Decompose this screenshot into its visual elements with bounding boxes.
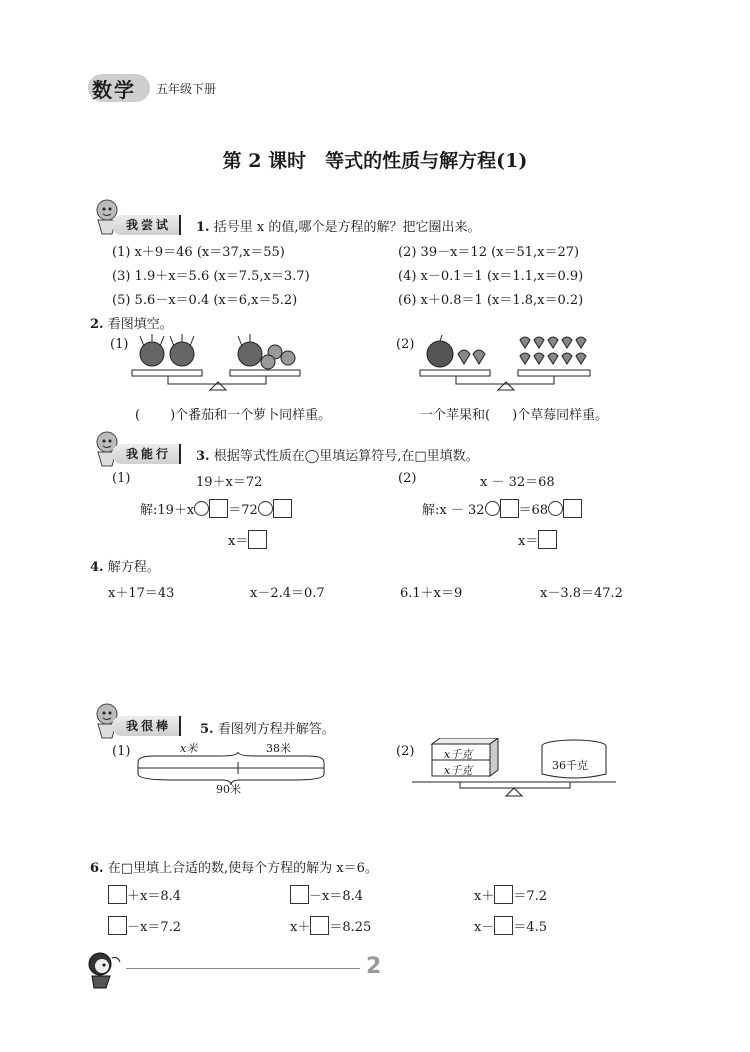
q5-box-2: x千克: [444, 764, 473, 777]
q6-number: 6.: [90, 861, 104, 876]
q4-number: 4.: [90, 560, 104, 575]
q5-prompt: [200, 718, 335, 737]
q3-sol-2: [422, 499, 582, 518]
q2-a2-pre: 一个苹果和(: [420, 408, 491, 423]
q5-total: 90米: [216, 783, 241, 796]
q1-prompt: [196, 216, 480, 235]
q6-box-5[interactable]: [310, 916, 329, 935]
q3-ans-box-1[interactable]: [248, 530, 267, 549]
q2-a1-rest: )个番茄和一个萝卜同样重。: [170, 408, 332, 423]
q2-text: 看图填空。: [107, 317, 173, 332]
q2-label-2: (2): [396, 337, 415, 352]
q3-box-1a[interactable]: [209, 499, 228, 518]
q6-box-2[interactable]: [290, 885, 309, 904]
q3-label-2: (2): [398, 471, 417, 486]
q3-sol2-a: 解:x － 32: [422, 503, 485, 518]
q5-label-1: (1): [112, 744, 131, 759]
q6-r2b-text: ＝8.25: [329, 920, 372, 935]
q5-seg-2: 38米: [266, 742, 291, 755]
q4-eq-1: x＋17＝43: [108, 586, 175, 601]
q2-label-1: (1): [110, 337, 129, 352]
q5-box-1: x千克: [444, 748, 473, 761]
q3-number: 3.: [196, 449, 210, 464]
q6-r2b-pre: x＋: [290, 920, 311, 935]
section-badge-great: 我很棒: [112, 716, 181, 736]
q6-r1-b: [290, 885, 363, 904]
q1-item-5: (5) 5.6－x＝0.4 (x＝6,x＝5.2): [112, 293, 298, 308]
header-subject: 数学: [92, 78, 136, 102]
q6-r2c-pre: x－: [474, 920, 495, 935]
q2-prompt: [90, 313, 173, 332]
q6-r2-c: [474, 916, 547, 935]
q3-circle-2b[interactable]: [548, 501, 563, 516]
q3-ans1-label: x＝: [228, 534, 249, 549]
q6-r2-b: [290, 916, 371, 935]
q6-r2-a: [108, 916, 181, 935]
q5-number: 5.: [200, 722, 214, 737]
q2-answer-1: [135, 404, 331, 423]
q2-a1-open: (: [135, 408, 141, 423]
q5-drum: 36千克: [552, 759, 588, 772]
q3-sol-1: [140, 499, 292, 518]
page-title: 第 2 课时 等式的性质与解方程(1): [222, 150, 528, 172]
q3-eq-1: 19＋x＝72: [196, 475, 263, 490]
q2-answer-2: [420, 404, 608, 423]
section-badge-can: 我能行: [112, 444, 181, 464]
q6-r1c-text: ＝7.2: [513, 889, 548, 904]
q3-sol1-b: ＝72: [228, 503, 258, 518]
q1-item-3: (3) 1.9＋x＝5.6 (x＝7.5,x＝3.7): [112, 269, 310, 284]
q3-sol2-b: ＝68: [518, 503, 549, 518]
q3-circle-1b[interactable]: [258, 501, 273, 516]
q1-number: 1.: [196, 220, 210, 235]
q1-text: 括号里 x 的值,哪个是方程的解？把它圈出来。: [213, 220, 481, 235]
q6-box-1[interactable]: [108, 885, 127, 904]
q4-prompt: [90, 556, 160, 575]
q6-box-6[interactable]: [494, 916, 513, 935]
q4-eq-3: 6.1＋x＝9: [400, 586, 463, 601]
q1-item-2: (2) 39－x＝12 (x＝51,x＝27): [398, 245, 580, 260]
scale-box-drum-figure: [410, 738, 620, 798]
q1-item-1: (1) x＋9＝46 (x＝37,x＝55): [112, 245, 285, 260]
q3-ans-1: [228, 530, 267, 549]
q3-text: 根据等式性质在◯里填运算符号,在□里填数。: [213, 449, 479, 464]
q4-eq-2: x－2.4＝0.7: [250, 586, 325, 601]
q6-r2a-text: －x＝7.2: [127, 920, 182, 935]
q3-ans2-label: x＝: [518, 534, 539, 549]
q3-ans-2: [518, 530, 557, 549]
header-grade: 五年级下册: [156, 82, 217, 96]
q6-r1b-text: －x＝8.4: [309, 889, 364, 904]
q3-circle-1a[interactable]: [194, 501, 209, 516]
q1-item-4: (4) x－0.1＝1 (x＝1.1,x＝0.9): [398, 269, 584, 284]
q3-box-1b[interactable]: [273, 499, 292, 518]
q2-number: 2.: [90, 317, 104, 332]
q6-r1-c: [474, 885, 547, 904]
footer-rule: [126, 968, 360, 969]
q3-sol1-a: 解:19＋x: [140, 503, 195, 518]
q3-box-2b[interactable]: [563, 499, 582, 518]
q6-text: 在□里填上合适的数,使每个方程的解为 x＝6。: [107, 861, 378, 876]
q6-r1c-pre: x＋: [474, 889, 495, 904]
q3-prompt: [196, 445, 479, 464]
page-number: 2: [366, 954, 382, 979]
header: [88, 70, 238, 104]
q5-label-2: (2): [396, 744, 415, 759]
q3-circle-2a[interactable]: [485, 501, 500, 516]
q5-seg-1: x米: [180, 742, 198, 755]
footer-mascot-icon: [82, 950, 126, 990]
q5-text: 看图列方程并解答。: [217, 722, 335, 737]
q6-box-4[interactable]: [108, 916, 127, 935]
q6-r2c-text: ＝4.5: [513, 920, 548, 935]
q6-r1a-text: ＋x＝8.4: [127, 889, 182, 904]
q6-prompt: [90, 857, 378, 876]
q2-a2-rest: )个草莓同样重。: [512, 408, 609, 423]
q6-r1-a: [108, 885, 181, 904]
section-badge-try: 我尝试: [112, 215, 181, 235]
q4-text: 解方程。: [107, 560, 160, 575]
q4-eq-4: x－3.8＝47.2: [540, 586, 623, 601]
q3-label-1: (1): [112, 471, 131, 486]
q1-item-6: (6) x＋0.8＝1 (x＝1.8,x＝0.2): [398, 293, 584, 308]
q3-ans-box-2[interactable]: [538, 530, 557, 549]
q3-eq-2: x － 32＝68: [480, 475, 555, 490]
scale-apple-strawberry-figure: [418, 332, 618, 392]
q6-box-3[interactable]: [494, 885, 513, 904]
scale-tomato-radish-figure: [130, 332, 330, 392]
q3-box-2a[interactable]: [500, 499, 519, 518]
